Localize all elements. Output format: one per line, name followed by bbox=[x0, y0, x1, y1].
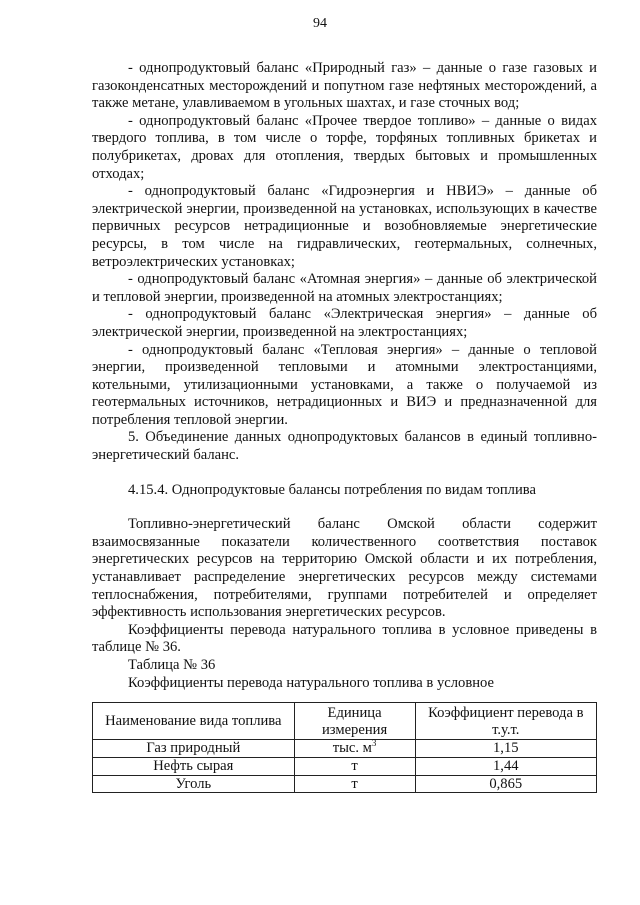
table-row bbox=[93, 757, 597, 775]
unit-superscript: 3 bbox=[371, 738, 377, 749]
cell-coefficient: 1,15 bbox=[415, 740, 596, 758]
coefficients-table bbox=[92, 702, 597, 793]
body-paragraph: Топливно-энергетический баланс Омской области содержит взаимосвязанные показатели количественного соответствия поставок энергетических ресурсов на территорию Омской области и их потребления, устанавливает распределение энергетических ресурсов между системами теплоснабжения, потребителями, группами потребителей и определяет эффективность использования энергетических ресурсов. bbox=[92, 516, 597, 621]
table-header-row bbox=[93, 703, 597, 740]
list-item: 5. Объединение данных однопродуктовых балансов в единый топливно-энергетический баланс. bbox=[92, 429, 597, 464]
page-number: 94 bbox=[313, 16, 327, 31]
cell-coefficient: 0,865 bbox=[415, 775, 596, 793]
section-heading: 4.15.4. Однопродуктовые балансы потребления по видам топлива bbox=[128, 481, 536, 498]
cell-coefficient: 1,44 bbox=[415, 757, 596, 775]
list-item: - однопродуктовый баланс «Атомная энергия» – данные об электрической и тепловой энергии, произведенной на атомных электростанциях; bbox=[92, 271, 597, 305]
list-item: - однопродуктовый баланс «Прочее твердое топливо» – данные о видах твердого топлива, в том числе о торфе, торфяных топливных брикетах и полубрикетах, дровах для отопления, твердых бытовых и промышленных отходах; bbox=[92, 112, 597, 182]
cell-unit bbox=[294, 740, 415, 758]
cell-fuel: Уголь bbox=[93, 775, 295, 793]
table-title: Коэффициенты перевода натурального топлива в условное bbox=[128, 674, 494, 691]
table-row bbox=[93, 740, 597, 758]
cell-unit: т bbox=[294, 775, 415, 793]
list-item: - однопродуктовый баланс «Гидроэнергия и НВИЭ» – данные об электрической энергии, произведенной на установках, использующих в качестве первичных ресурсов нетрадиционные и возобновляемые энергетические ресурсы, в том числе на гидравлических, геотермальных, солнечных, ветроэлектрических установках; bbox=[92, 183, 597, 270]
unit-text: тыс. м bbox=[332, 740, 372, 757]
cell-fuel: Нефть сырая bbox=[93, 757, 295, 775]
table-row bbox=[93, 775, 597, 793]
table-number: Таблица № 36 bbox=[128, 657, 216, 673]
header-unit: Единица измерения bbox=[294, 703, 415, 740]
cell-unit: т bbox=[294, 757, 415, 775]
list-item: - однопродуктовый баланс «Электрическая энергия» – данные об электрической энергии, произведенной на электростанциях; bbox=[92, 306, 597, 340]
header-coefficient: Коэффициент перевода в т.у.т. bbox=[415, 703, 596, 740]
cell-fuel: Газ природный bbox=[93, 740, 295, 758]
list-item: - однопродуктовый баланс «Тепловая энергия» – данные о тепловой энергии, произведенной тепловыми и атомными электростанциями, котельными, утилизационными установками, а также о получаемой из геотермальных источников, нетрадиционных и ВИЭ и предназначенной для потребления тепловой энергии. bbox=[92, 341, 597, 428]
header-fuel: Наименование вида топлива bbox=[93, 703, 295, 740]
list-item: - однопродуктовый баланс «Природный газ» – данные о газе газовых и газоконденсатных месторождений и попутном газе нефтяных месторождений, а также метане, улавливаемом в угольных шахтах, и газе сточных вод; bbox=[92, 60, 597, 112]
body-paragraph: Коэффициенты перевода натурального топлива в условное приведены в таблице № 36. bbox=[92, 621, 597, 656]
document-body bbox=[92, 60, 597, 793]
